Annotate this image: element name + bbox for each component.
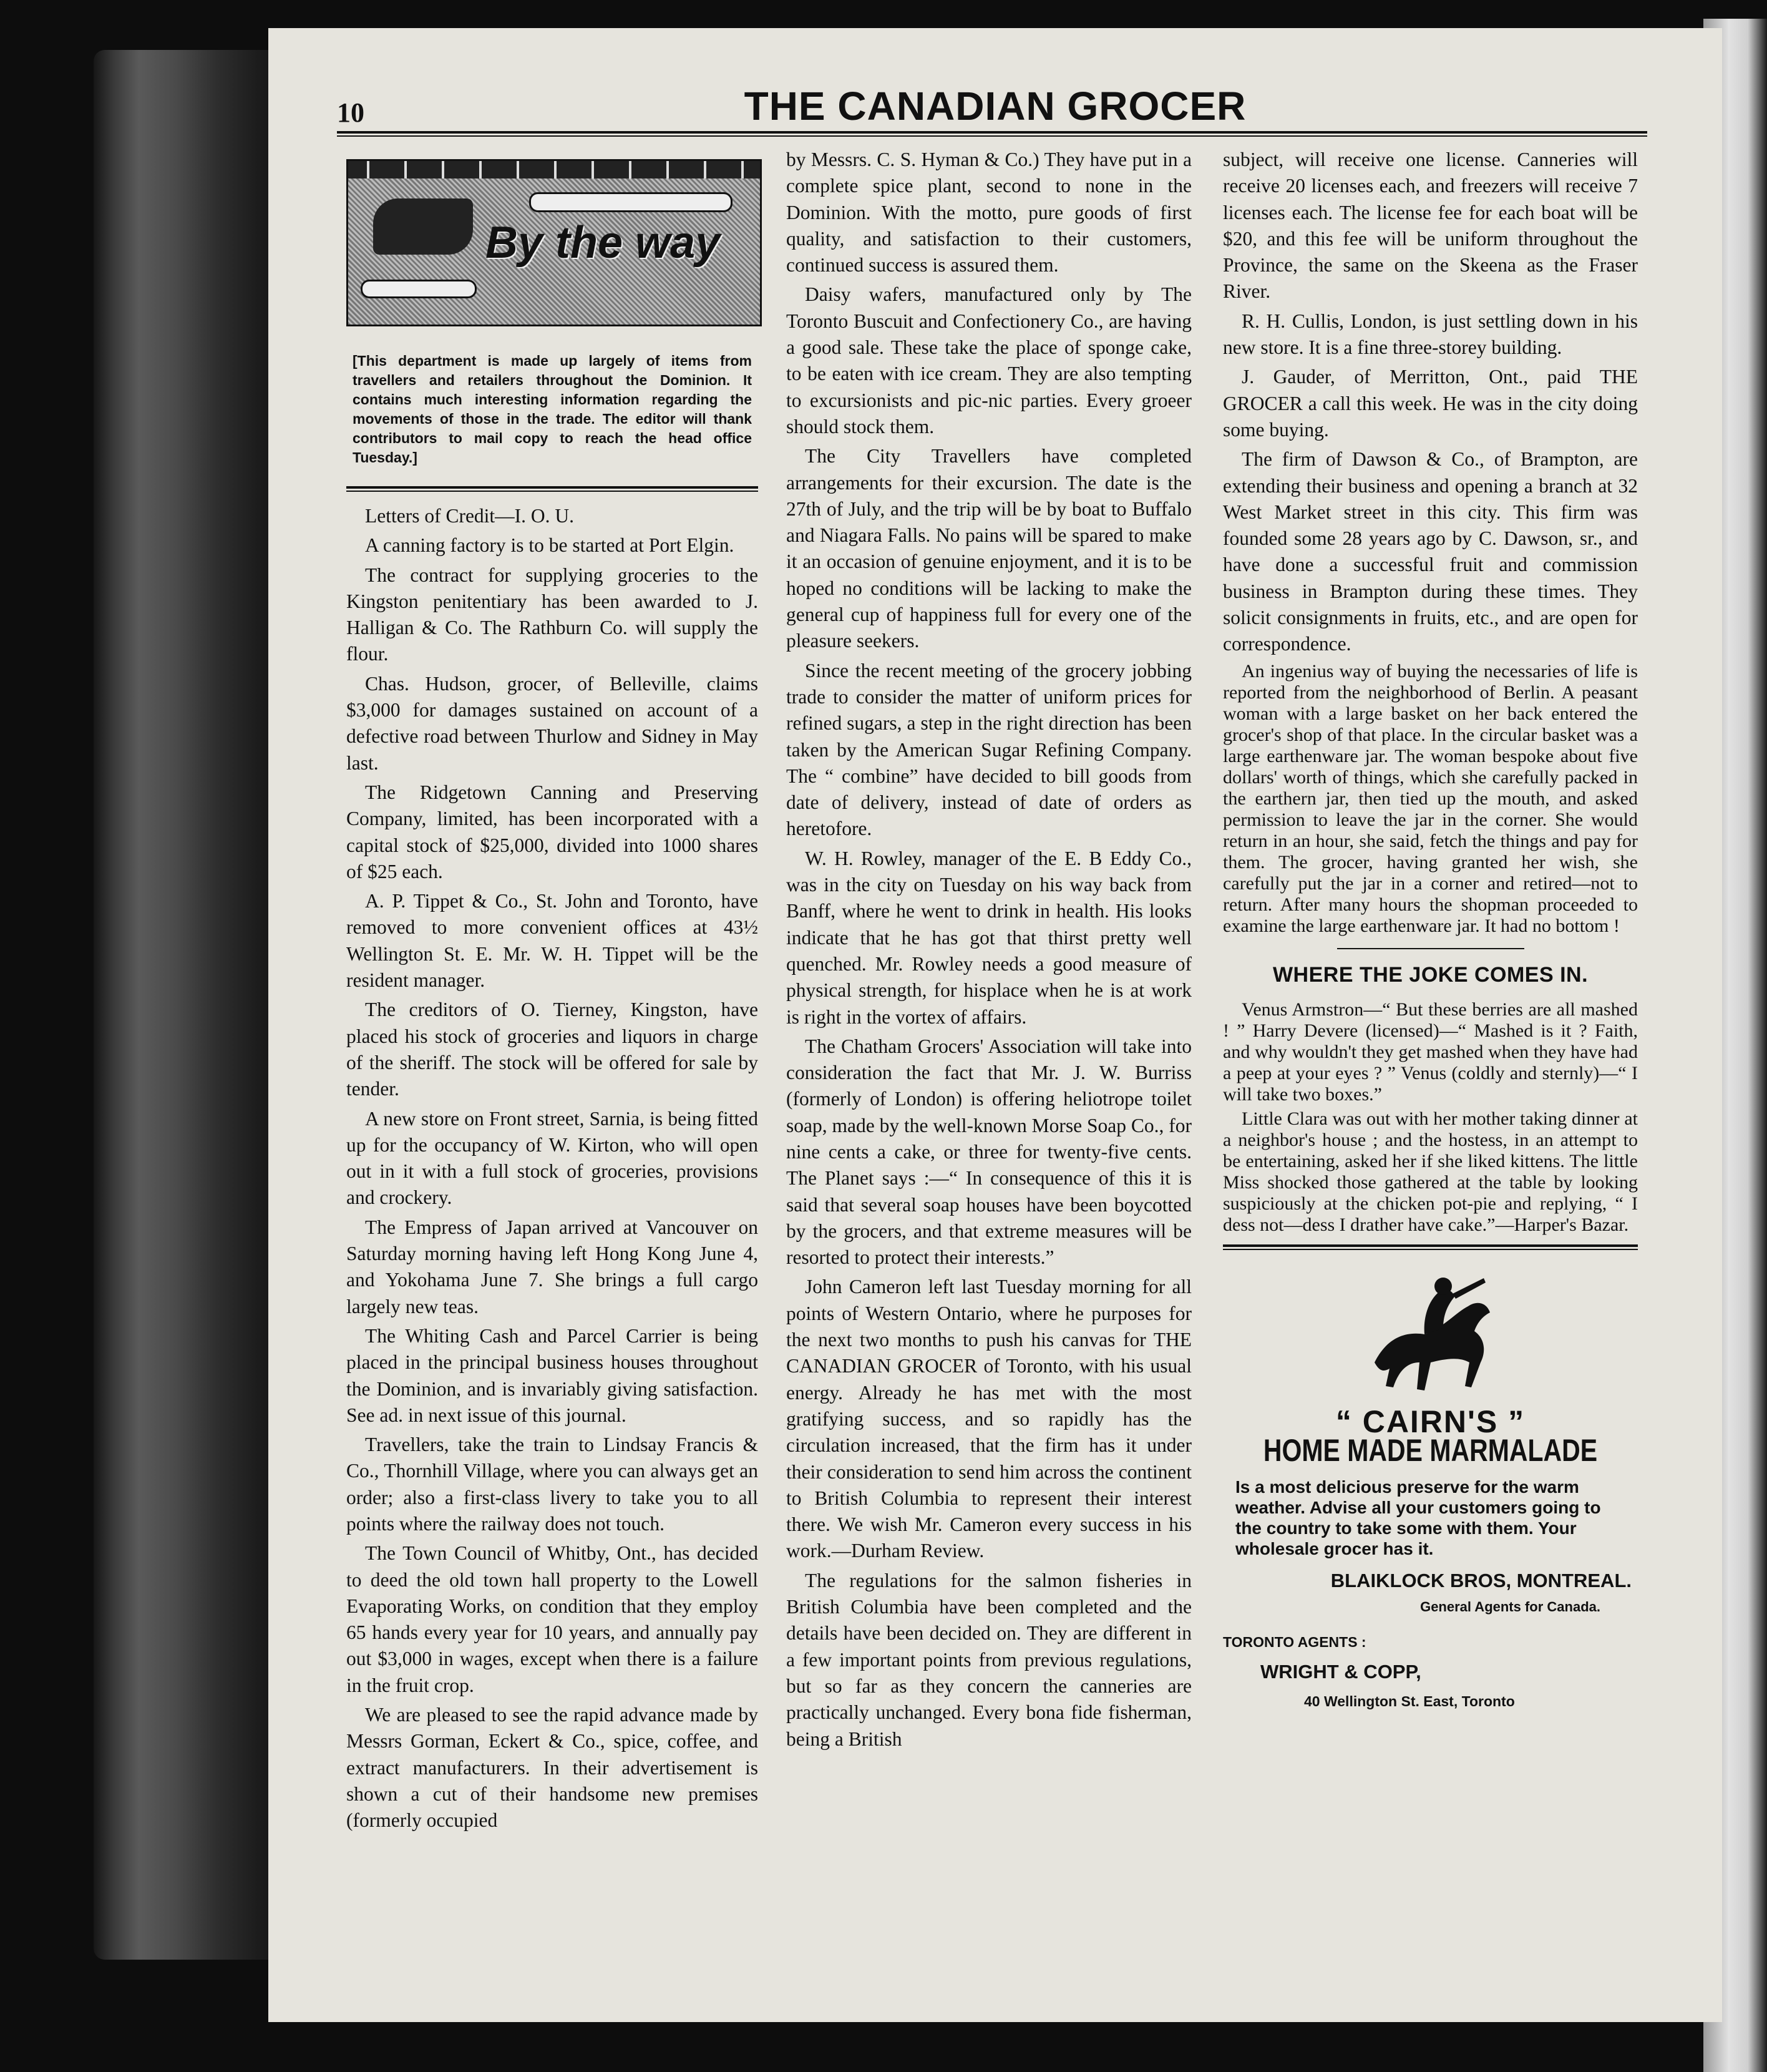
news-item: R. H. Cullis, London, is just settling down in his new store. It is a fine three-storey building. <box>1223 310 1638 359</box>
horse-rider-icon <box>1350 1269 1512 1400</box>
ad-product: HOME MADE MARMALADE <box>1263 1433 1598 1468</box>
news-item: Letters of Credit—I. O. U. <box>365 505 575 527</box>
news-item: The regulations for the salmon fisheries in British Columbia have been completed and the details have been decided on. They are different in a few important points from previous regulations, but so far as they concern the canneries are practically unchanged. Every bona fide fisherman, being a British <box>786 1569 1192 1750</box>
news-item: Chas. Hudson, grocer, of Belleville, claims $3,000 for damages sustained on account of a defective road between Thurlow and Sidney in May last. <box>346 672 758 774</box>
news-item: by Messrs. C. S. Hyman & Co.) They have put in a complete spice plant, second to none in the Dominion. With the motto, pure goods of first quality, and satisfaction to their customers, continued success is assured them. <box>786 149 1192 276</box>
news-item: J. Gauder, of Merritton, Ont., paid THE GROCER a call this week. He was in the city doing some buying. <box>1223 366 1638 441</box>
ad-company: BLAIKLOCK BROS, MONTREAL. <box>1330 1569 1632 1591</box>
news-item: John Cameron left last Tuesday morning for all points of Western Ontario, where he purposes for the next two months to push his canvas for THE CANADIAN GROCER of Toronto, with his usual energy. Already he has met with the most gratifying success, and so rapidly has the circulation increased, that the firm has it under their consideration to send him across the continent to British Columbia to represent their interest there. We wish Mr. Cameron every success in his work.—Durham Review. <box>786 1276 1192 1562</box>
scroll-ornament <box>361 280 477 298</box>
ad-company-sub: General Agents for Canada. <box>1420 1598 1600 1615</box>
news-item: The Empress of Japan arrived at Vancouver on Saturday morning having left Hong Kong June 4, and Yokohama June 7. She brings a full cargo largely new teas. <box>346 1216 758 1317</box>
section-rule <box>1223 1244 1638 1250</box>
news-item: The City Travellers have completed arrangements for their excursion. The date is the 27th of July, and the trip will be by boat to Buffalo and Niagara Falls. No pains will be spared to make it an occasion of genuine enjoyment, and it is to be hoped no conditions will be lacking to make the general cup of happiness full for every one of the pleasure seekers. <box>786 445 1192 652</box>
masthead: THE CANADIAN GROCER <box>744 84 1247 129</box>
news-item: The creditors of O. Tierney, Kingston, have placed his stock of groceries and liquors in charge of the sheriff. The stock will be offered for sale by tender. <box>346 999 758 1100</box>
news-item: The contract for supplying groceries to the Kingston penitentiary has been awarded to J. Halligan & Co. The Rathburn Co. will supply the flour. <box>346 564 758 665</box>
cairns-advertisement <box>1223 1269 1638 1714</box>
news-item: The firm of Dawson & Co., of Brampton, are extending their business and opening a branch at 32 West Market street in this city. This firm was founded some 28 years ago by C. Dawson, sr., and have done a successful fruit and commission business in Brampton during these times. They solicit consignments in fruits, etc., and are open for correspondence. <box>1223 448 1638 655</box>
news-item: We are pleased to see the rapid advance made by Messrs Gorman, Eckert & Co., spice, coffee, and extract manufacturers. In their advertisement is shown a cut of their handsome new premises (formerly occupied <box>346 1704 758 1832</box>
column-1 <box>346 147 758 1837</box>
page-header <box>268 28 1722 134</box>
newspaper-page <box>268 28 1722 2022</box>
joke-heading: WHERE THE JOKE COMES IN. <box>1272 962 1589 987</box>
column-2 <box>786 147 1192 1756</box>
news-item: The Whiting Cash and Parcel Carrier is being placed in the principal business houses throughout the Dominion, and is invariably giving satisfaction. See ad. in next issue of this journal. <box>346 1324 758 1426</box>
header-rule <box>337 131 1647 137</box>
section-divider <box>1337 948 1524 949</box>
section-rule <box>346 486 758 492</box>
by-the-way-banner <box>346 159 762 326</box>
news-item: A. P. Tippet & Co., St. John and Toronto, have removed to more convenient offices at 43½ Wellington St. E. Mr. W. H. Tippet will be the resident manager. <box>346 890 758 992</box>
joke-item: Little Clara was out with her mother taking dinner at a neighbor's house ; and the hostess, in an attempt to be entertaining, asked her if she liked kittens. The little Miss shocked those gathered at the table by looking suspiciously at the chicken pot-pie and replying, “ I dess not—dess I drather have cake.”—Harper's Bazar. <box>1223 1108 1638 1235</box>
ad-body: Is a most delicious preserve for the warm weather. Advise all your customers going to the country to take some with them. Your wholesale grocer has it. <box>1235 1477 1601 1558</box>
news-item: The Ridgetown Canning and Preserving Company, limited, has been incorporated with a capital stock of $25,000, divided into 1000 shares of $25 each. <box>346 781 758 882</box>
news-item: An ingenius way of buying the necessaries of life is reported from the neighborhood of Berlin. A peasant woman with a large basket on her back entered the grocer's shop of that place. In the circular basket was a large earthenware jar. The woman bespoke about five dollars' worth of things, which she carefully packed in the earthern jar, then tied up the mouth, and asked permission to leave the jar in the corner. She would return in an hour, she said, fetch the things and pay for them. The grocer, having granted her wish, she carefully put the jar in a corner and retired—not to return. After many hours the shopman proceeded to examine the large earthenware jar. It had no bottom ! <box>1223 660 1638 936</box>
news-item: Travellers, take the train to Lindsay Francis & Co., Thornhill Village, where you can always get an order; also a first-class livery to take you to all points where the railway does not touch. <box>346 1434 758 1535</box>
banner-border <box>348 161 760 178</box>
ad-address: 40 Wellington St. East, Toronto <box>1304 1693 1515 1709</box>
page-number: 10 <box>337 97 364 128</box>
news-item: subject, will receive one license. Canneries will receive 20 licenses each, and freezers will receive 7 licenses each. The license fee for each boat will be $20, and this fee will be uniform throughout the Province, the same on the Skeena as the Fraser River. <box>1223 149 1638 303</box>
news-item: A canning factory is to be started at Port Elgin. <box>365 534 734 557</box>
ad-agents-label: TORONTO AGENTS : <box>1223 1634 1366 1651</box>
news-item: The Town Council of Whitby, Ont., has decided to deed the old town hall property to the Lowell Evaporating Works, on condition that they employ 65 hands every year for 10 years, and annually pay out $3,000 in wages, except when there is a failure in the fruit crop. <box>346 1542 758 1696</box>
banner-title: By the way <box>485 218 721 268</box>
news-item: Daisy wafers, manufactured only by The Toronto Buscuit and Confectionery Co., are having a good sale. These take the place of sponge cake, to be eaten with ice cream. They are also tempting to excursionists and pic-nic parties. Every groeer should stock them. <box>786 283 1192 437</box>
pointing-hand-icon <box>373 198 473 255</box>
joke-item: Venus Armstron—“ But these berries are all mashed ! ” Harry Devere (licensed)—“ Mashed is it ? Faith, and why wouldn't they get mashed when they have had a peep at your eyes ? ” Venus (coldly and sternly)—“ I will take two boxes.” <box>1223 999 1638 1105</box>
ad-brand: “ CAIRN'S ” <box>1335 1404 1526 1439</box>
scroll-ornament <box>529 192 733 212</box>
news-item: A new store on Front street, Sarnia, is being fitted up for the occupancy of W. Kirton, who will open out in it with a full stock of groceries, provisions and crockery. <box>346 1107 758 1209</box>
column-3 <box>1223 147 1638 1714</box>
department-note: [This department is made up largely of items from travellers and retailers throughout the Dominion. It contains much interesting information regarding the movements of those in the trade. The editor will thank contributors to mail copy to reach the head office Tuesday.] <box>353 353 752 466</box>
news-item: The Chatham Grocers' Association will take into consideration the fact that Mr. J. W. Burriss (formerly of London) is offering heliotrope toilet soap, made by the well-known Morse Soap Co., for nine cents a cake, or three for twenty-five cents. The Planet says :—“ In consequence of this it is said that several soap houses have been boycotted by the grocers, and that extreme measures will be resorted to protect their interests.” <box>786 1035 1192 1269</box>
news-item: Since the recent meeting of the grocery jobbing trade to consider the matter of uniform prices for refined sugars, a step in the right direction has been taken by the American Sugar Refining Company. The “ combine” have decided to bill goods from date of delivery, instead of date of orders as heretofore. <box>786 659 1192 840</box>
ad-agents: WRIGHT & COPP, <box>1260 1661 1421 1683</box>
news-item: W. H. Rowley, manager of the E. B Eddy Co., was in the city on Tuesday on his way back from Banff, where he went to drink in health. His looks indicate that he has got that thirst pretty well quenched. Mr. Rowley needs a good measure of physical strength, for hisplace when he is at work is right in the vortex of affairs. <box>786 847 1192 1028</box>
